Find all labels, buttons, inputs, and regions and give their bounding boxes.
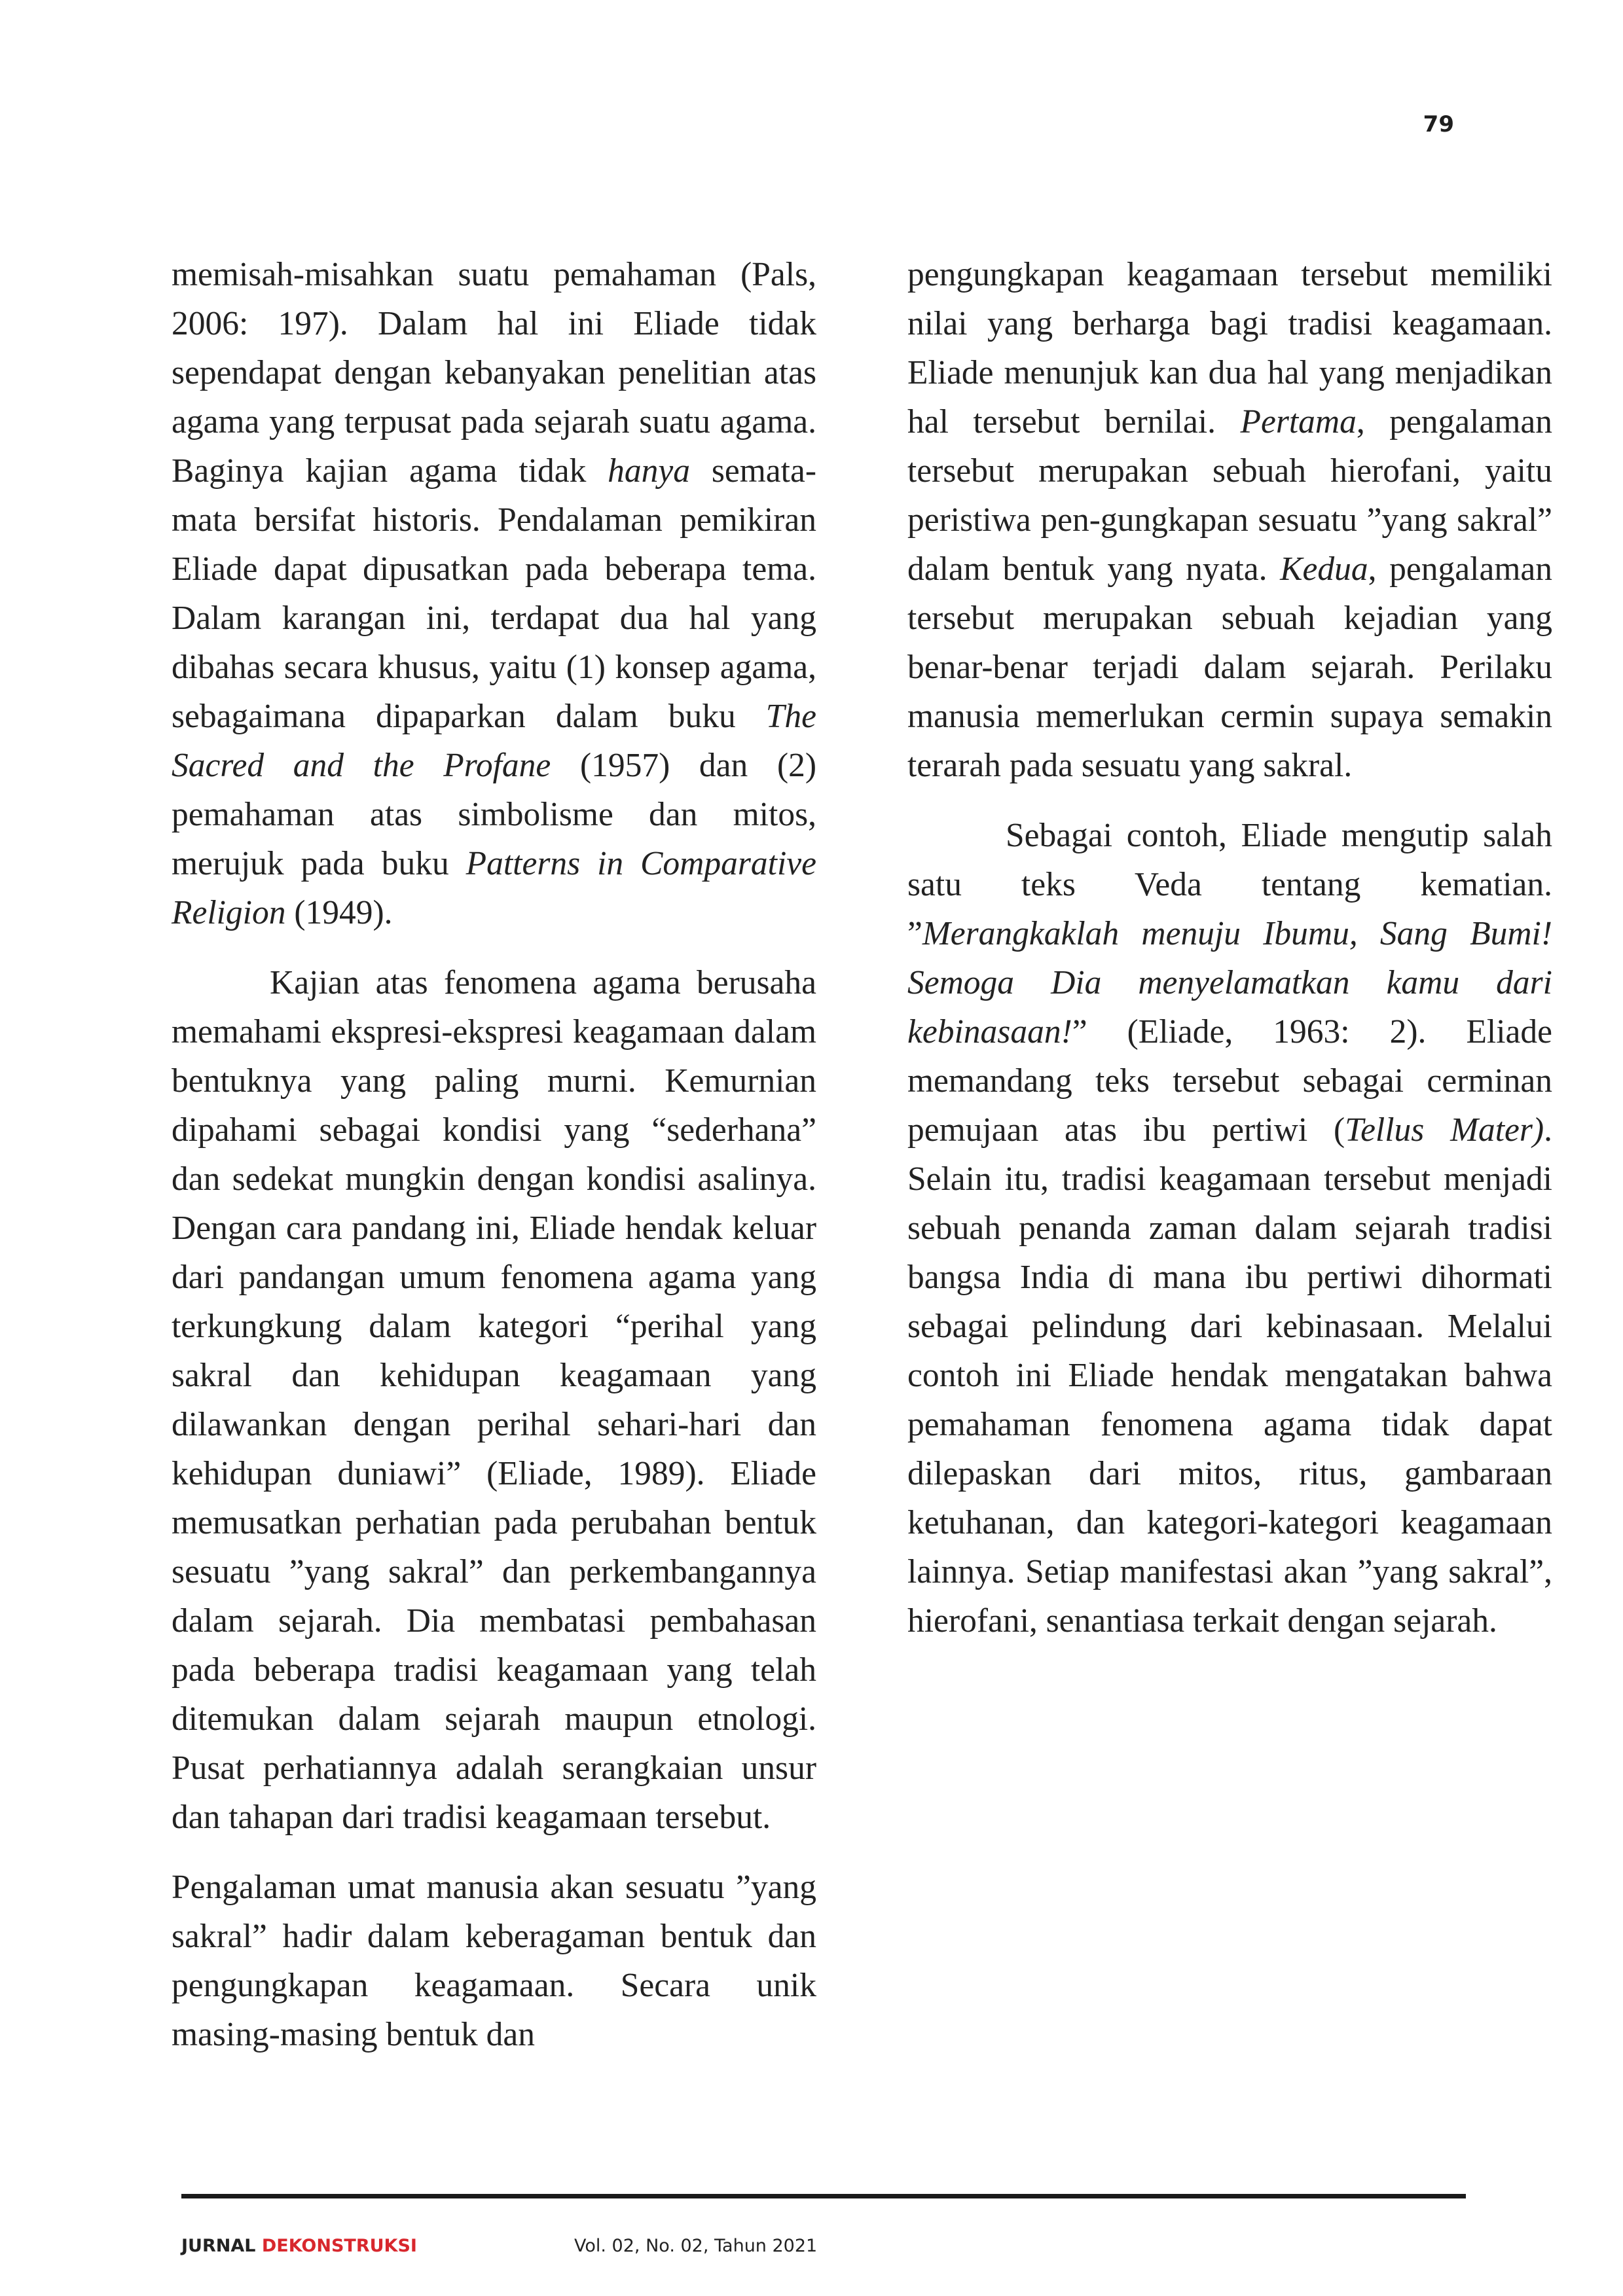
italic-run: Pertama bbox=[1240, 403, 1357, 440]
text-run: . Selain itu, tradisi keagamaan tersebut menjadi sebuah penanda zaman dalam sejarah tradisi bangsa India di mana ibu pertiwi dihormati sebagai pelindung dari kebinasaan. Melalui contoh ini Eliade hendak mengatakan bahwa pemahaman fenomena agama tidak dapat dilepaskan dari mitos, ritus, gambaraan ketuhanan, dan kategori-kategori keagamaan lainnya. Setiap manifestasi akan ”yang sakral”, hierofani, senantiasa terkait dengan sejarah. bbox=[907, 1111, 1552, 1640]
text-run: semata-mata bersifat historis. Pendalaman pemikiran Eliade dapat dipusatkan pada beberapa tema. Dalam karangan ini, terdapat dua hal yang dibahas secara khusus, yaitu (1) konsep agama, sebagaimana dipaparkan dalam buku bbox=[172, 452, 816, 735]
text-run: Sebagai contoh, Eliade mengutip salah satu teks Veda tentang kematian. ” bbox=[907, 817, 1552, 952]
left-column bbox=[172, 250, 816, 2059]
journal-prefix: JURNAL bbox=[181, 2236, 262, 2256]
text-run: (1957) dan (2) pemahaman atas simbolisme dan mitos, merujuk pada buku bbox=[172, 747, 816, 882]
text-run: , pengalaman tersebut merupakan sebuah kejadian yang benar-benar terjadi dalam sejarah. Perilaku manusia memerlukan cermin supaya semakin terarah pada sesuatu yang sakral. bbox=[907, 550, 1552, 784]
journal-name bbox=[181, 2236, 417, 2256]
text-run: pengungkapan keagamaan tersebut memiliki nilai yang berharga bagi tradisi keagamaan. Eliade menunjuk kan dua hal yang menjadikan hal tersebut bernilai. bbox=[907, 256, 1552, 440]
left-paragraph-3: Pengalaman umat manusia akan sesuatu ”yang sakral” hadir dalam keberagaman bentuk dan pengungkapan keagamaan. Secara unik masing-masing bentuk dan bbox=[172, 1869, 816, 2053]
right-paragraph-2 bbox=[907, 811, 1552, 1645]
text-run: (1949). bbox=[285, 894, 393, 931]
left-paragraph-2: Kajian atas fenomena agama berusaha memahami ekspresi-ekspresi keagamaan dalam bentuknya yang paling murni. Kemurnian dipahami sebagai kondisi yang “sederhana” dan sedekat mungkin dengan kondisi asalinya. Dengan cara pandang ini, Eliade hendak keluar dari pandangan umum fenomena agama yang terkungkung dalam kategori “perihal yang sakral dan kehidupan keagamaan yang dilawankan dengan perihal sehari-hari dan kehidupan duniawi” (Eliade, 1989). Eliade memusatkan perhatian pada perubahan bentuk sesuatu ”yang sakral” dan perkembangannya dalam sejarah. Dia membatasi pembahasan pada beberapa tradisi keagamaan yang telah ditemukan dalam sejarah maupun etnologi. Pusat perhatiannya adalah serangkaian unsur dan tahapan dari tradisi keagamaan tersebut. bbox=[172, 964, 816, 1836]
text-run: , pengalaman tersebut merupakan sebuah hierofani, yaitu peristiwa pen-gungkapan sesuatu ”yang sakral” dalam bentuk yang nyata. bbox=[907, 403, 1552, 588]
book-title: The Sacred and the Profane bbox=[172, 698, 816, 784]
text-run: memisah-misahkan suatu pemahaman (Pals, 2006: 197). Dalam hal ini Eliade tidak sependapat dengan kebanyakan penelitian atas agama yang terpusat pada sejarah suatu agama. Baginya kajian agama tidak bbox=[172, 256, 816, 490]
right-paragraph-1 bbox=[907, 250, 1552, 790]
journal-title-accent: DEKONSTRUKSI bbox=[261, 2236, 417, 2256]
footer-divider bbox=[181, 2194, 1466, 2198]
book-title: Patterns in Comparative Religion bbox=[172, 845, 816, 931]
italic-run: hanya bbox=[608, 452, 691, 490]
italic-run: Kedua bbox=[1280, 550, 1368, 588]
page-number: 79 bbox=[1423, 111, 1454, 137]
text-run: ” (Eliade, 1963: 2). Eliade memandang teks tersebut sebagai cerminan pemujaan atas ibu pertiwi ( bbox=[907, 1013, 1552, 1149]
left-paragraph-1 bbox=[172, 250, 816, 937]
veda-quote: Merangkaklah menuju Ibumu, Sang Bumi! Semoga Dia menyelamatkan kamu dari kebinasaan! bbox=[907, 915, 1552, 1050]
italic-run: Tellus Mater) bbox=[1345, 1111, 1544, 1149]
right-column bbox=[907, 250, 1552, 1645]
volume-info: Vol. 02, No. 02, Tahun 2021 bbox=[574, 2236, 818, 2256]
